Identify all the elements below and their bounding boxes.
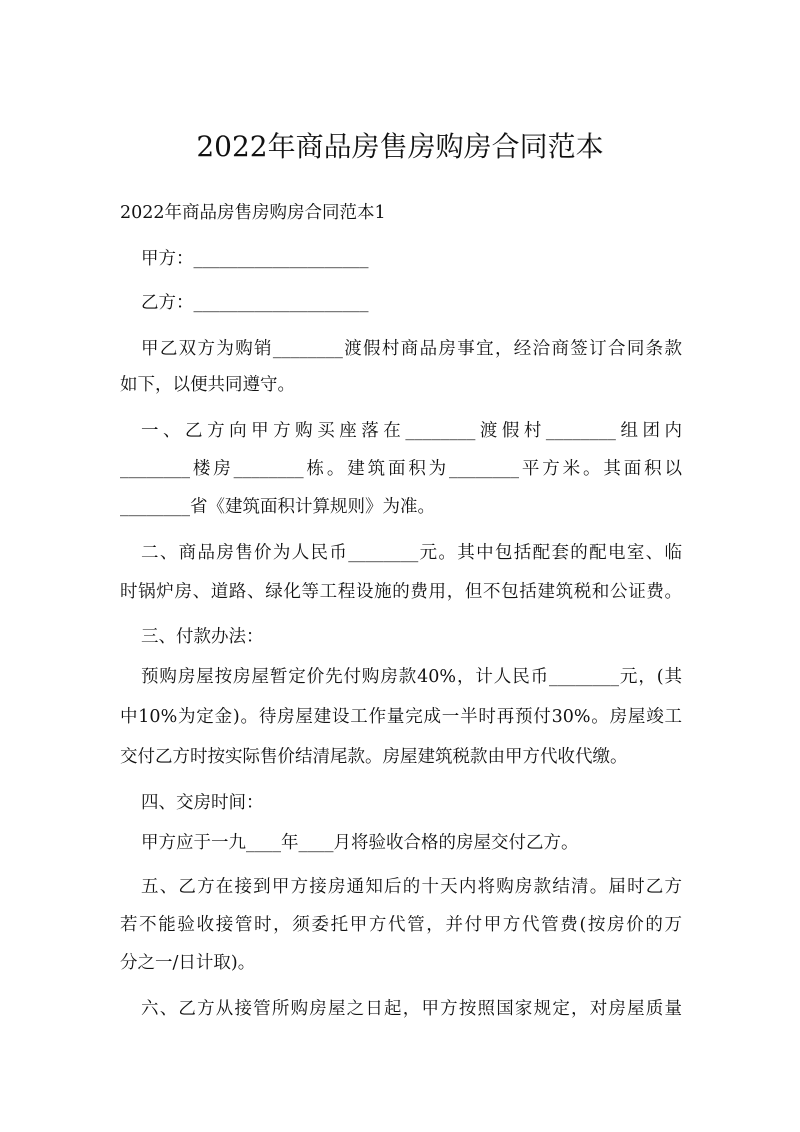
paragraph-line: 如下，以便共同遵守。	[120, 375, 295, 395]
clause-2-line: 时锅炉房、道路、绿化等工程设施的费用，但不包括建筑税和公证费。	[120, 582, 682, 602]
document-title: 2022年商品房售房购房合同范本	[196, 130, 604, 163]
clause-3-heading: 三、付款办法：	[141, 627, 264, 647]
clause-1-line: 一、乙方向甲方购买座落在________渡假村________组团内	[141, 421, 682, 441]
party-a-line: 甲方：____________________	[141, 249, 369, 269]
clause-1-line: ________楼房________栋。建筑面积为________平方米。其面积以	[120, 459, 682, 479]
clause-5-line: 分之一/日计取)。	[120, 953, 256, 973]
clause-3-line: 交付乙方时按实际售价结清尾款。房屋建筑税款由甲方代收代缴。	[120, 747, 628, 767]
clause-5-line: 若不能验收接管时，须委托甲方代管，并付甲方代管费(按房价的万	[120, 915, 682, 935]
clause-4-line: 甲方应于一九____年____月将验收合格的房屋交付乙方。	[141, 833, 579, 853]
clause-2-line: 二、商品房售价为人民币________元。其中包括配套的配电室、临	[141, 543, 682, 563]
paragraph-line: 甲乙双方为购销________渡假村商品房事宜，经洽商签订合同条款	[141, 339, 682, 359]
clause-3-line: 中10%为定金)。待房屋建设工作量完成一半时再预付30%。房屋竣工	[120, 707, 682, 727]
party-b-line: 乙方：____________________	[141, 293, 369, 313]
clause-6-line: 六、乙方从接管所购房屋之日起，甲方按照国家规定，对房屋质量	[141, 999, 682, 1019]
clause-4-heading: 四、交房时间：	[141, 793, 264, 813]
clause-1-line: ________省《建筑面积计算规则》为准。	[120, 497, 435, 517]
clause-3-line: 预购房屋按房屋暂定价先付购房款40%，计人民币________元，(其	[141, 667, 682, 687]
section-heading: 2022年商品房售房购房合同范本1	[120, 203, 386, 223]
clause-5-line: 五、乙方在接到甲方接房通知后的十天内将购房款结清。届时乙方	[141, 877, 682, 897]
